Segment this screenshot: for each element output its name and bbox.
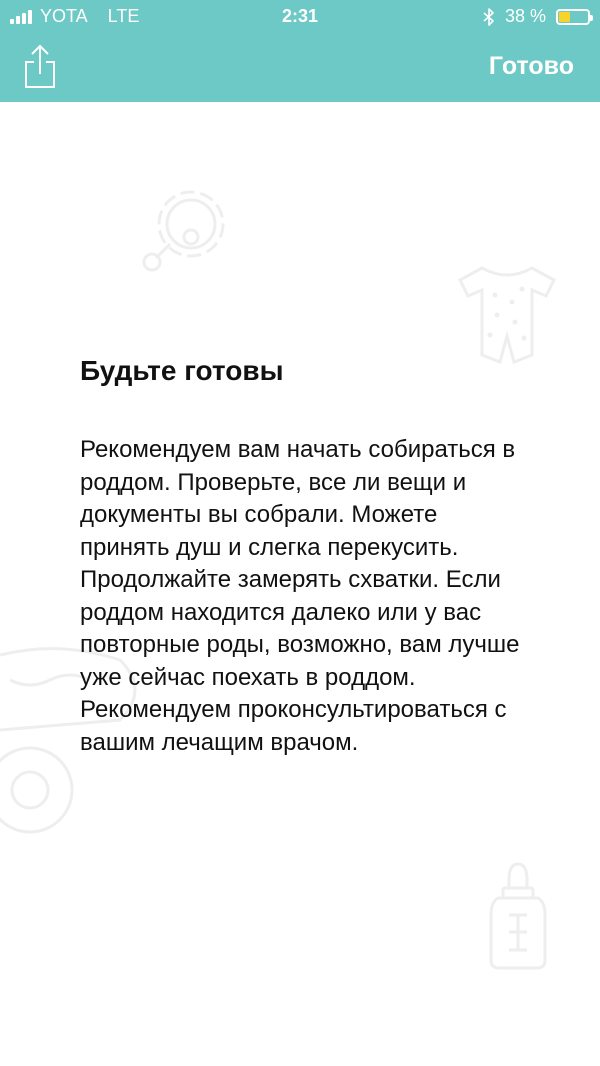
page-title: Будьте готовы [80,355,284,386]
status-time: 2:31 [281,6,319,26]
network-type: LTE [107,6,140,26]
done-button[interactable]: Готово [488,52,574,80]
baby-bodysuit-icon [460,268,554,362]
status-right [483,6,590,27]
battery-percent: 38 % [504,6,546,26]
status-bar [0,0,600,34]
article [80,352,530,759]
article-body: Рекомендуем вам начать собираться в роддом. Проверьте, все ли вещи и документы вы собрали. Можете принять душ и слегка перекусить. Продолжайте замерять схватки. Если роддом находится далеко или у вас повторные роды, возможно, вам лучше уже сейчас поехать в роддом. Рекомендуем проконсультироваться с вашим лечащим врачом. [80,436,520,756]
top-bar [0,0,600,102]
carrier-name: YOTA [40,6,88,26]
battery-level [559,12,570,22]
battery-icon [556,9,590,25]
share-icon [22,44,58,90]
baby-bottle-icon [491,864,545,968]
share-button[interactable] [22,44,58,90]
rattle-icon [144,192,223,270]
bluetooth-icon [483,8,495,26]
